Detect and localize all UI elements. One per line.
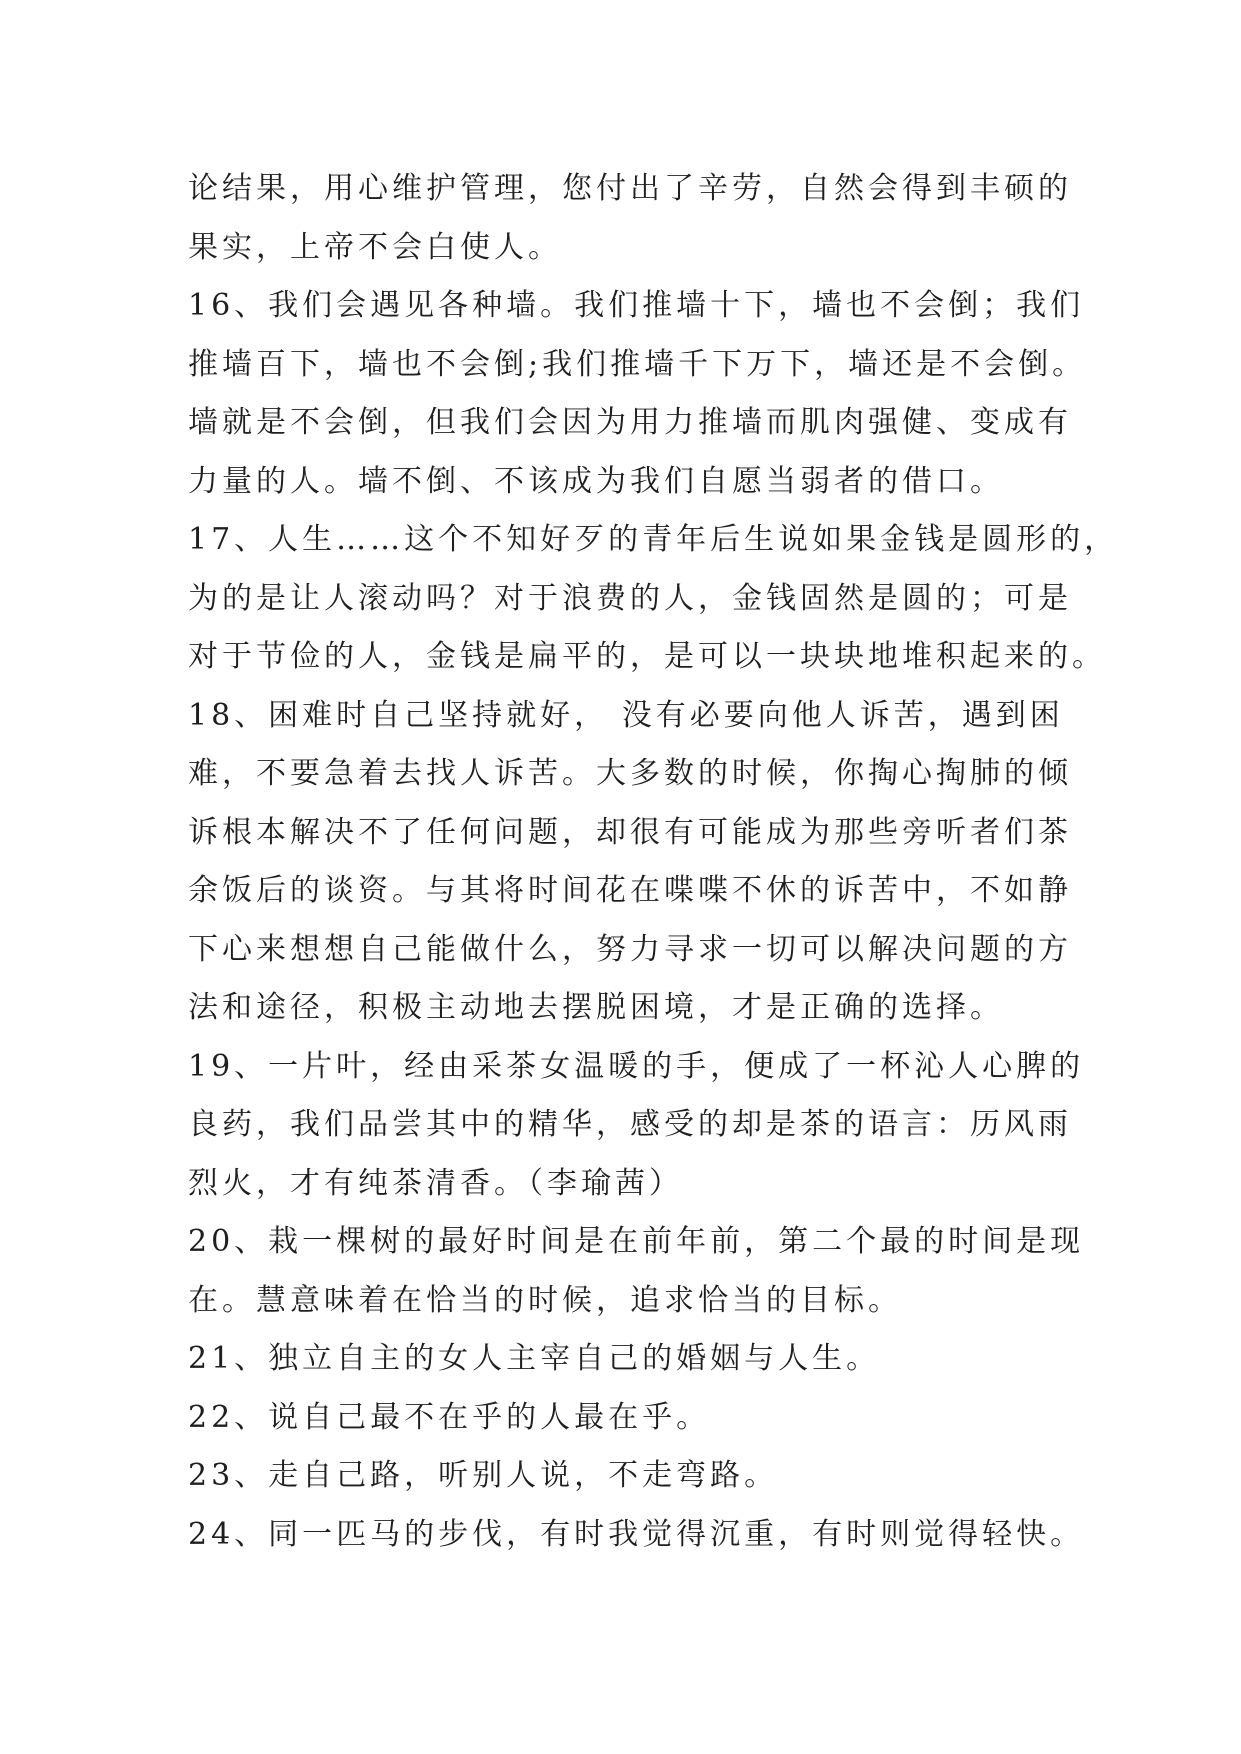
text-line: 果实，上帝不会白使人。: [188, 229, 562, 265]
text-line: 24、同一匹马的步伐，有时我觉得沉重，有时则觉得轻快。: [188, 1516, 1085, 1552]
text-line: 难，不要急着去找人诉苦。大多数的时候，你掏心掏肺的倾: [188, 756, 1072, 791]
text-line: 力量的人。墙不倒、不该成为我们自愿当弱者的借口。: [188, 463, 1004, 499]
text-line: 对于节俭的人，金钱是扁平的，是可以一块块地堆积起来的。: [188, 639, 1106, 674]
text-line: 17、人生……这个不知好歹的青年后生说如果金钱是圆形的，: [188, 522, 1119, 557]
text-line: 在。慧意味着在恰当的时候，追求恰当的目标。: [188, 1282, 902, 1318]
text-line: 18、困难时自己坚持就好， 没有必要向他人诉苦，遇到困: [188, 697, 1064, 733]
text-line: 22、说自己最不在乎的人最在乎。: [188, 1399, 711, 1435]
text-line: 20、栽一棵树的最好时间是在前年前，第二个最的时间是现: [188, 1224, 1085, 1259]
text-line: 23、走自己路，听别人说，不走弯路。: [188, 1458, 779, 1493]
text-line: 余饭后的谈资。与其将时间花在喋喋不休的诉苦中，不如静: [188, 873, 1072, 908]
text-line: 19、一片叶，经由采茶女温暖的手，便成了一杯沁人心脾的: [188, 1048, 1085, 1084]
text-line: 论结果，用心维护管理，您付出了辛劳，自然会得到丰硕的: [188, 171, 1072, 206]
text-line: 诉根本解决不了任何问题，却很有可能成为那些旁听者们茶: [188, 814, 1072, 850]
text-line: 墙就是不会倒，但我们会因为用力推墙而肌肉强健、变成有: [188, 405, 1072, 440]
text-line: 法和途径，积极主动地去摆脱困境，才是正确的选择。: [188, 990, 1004, 1025]
text-line: 下心来想想自己能做什么，努力寻求一切可以解决问题的方: [188, 931, 1072, 967]
body-text: [188, 160, 1119, 1564]
text-line: 烈火，才有纯茶清香。（李瑜茜）: [188, 1165, 683, 1201]
text-line: 21、独立自主的女人主宰自己的婚姻与人生。: [188, 1341, 881, 1376]
text-line: 为的是让人滚动吗？对于浪费的人，金钱固然是圆的；可是: [188, 580, 1072, 616]
text-line: 16、我们会遇见各种墙。我们推墙十下，墙也不会倒；我们: [188, 288, 1085, 323]
text-line: 推墙百下，墙也不会倒;我们推墙千下万下，墙还是不会倒。: [188, 346, 1087, 382]
text-line: 良药，我们品尝其中的精华，感受的却是茶的语言：历风雨: [188, 1107, 1072, 1142]
